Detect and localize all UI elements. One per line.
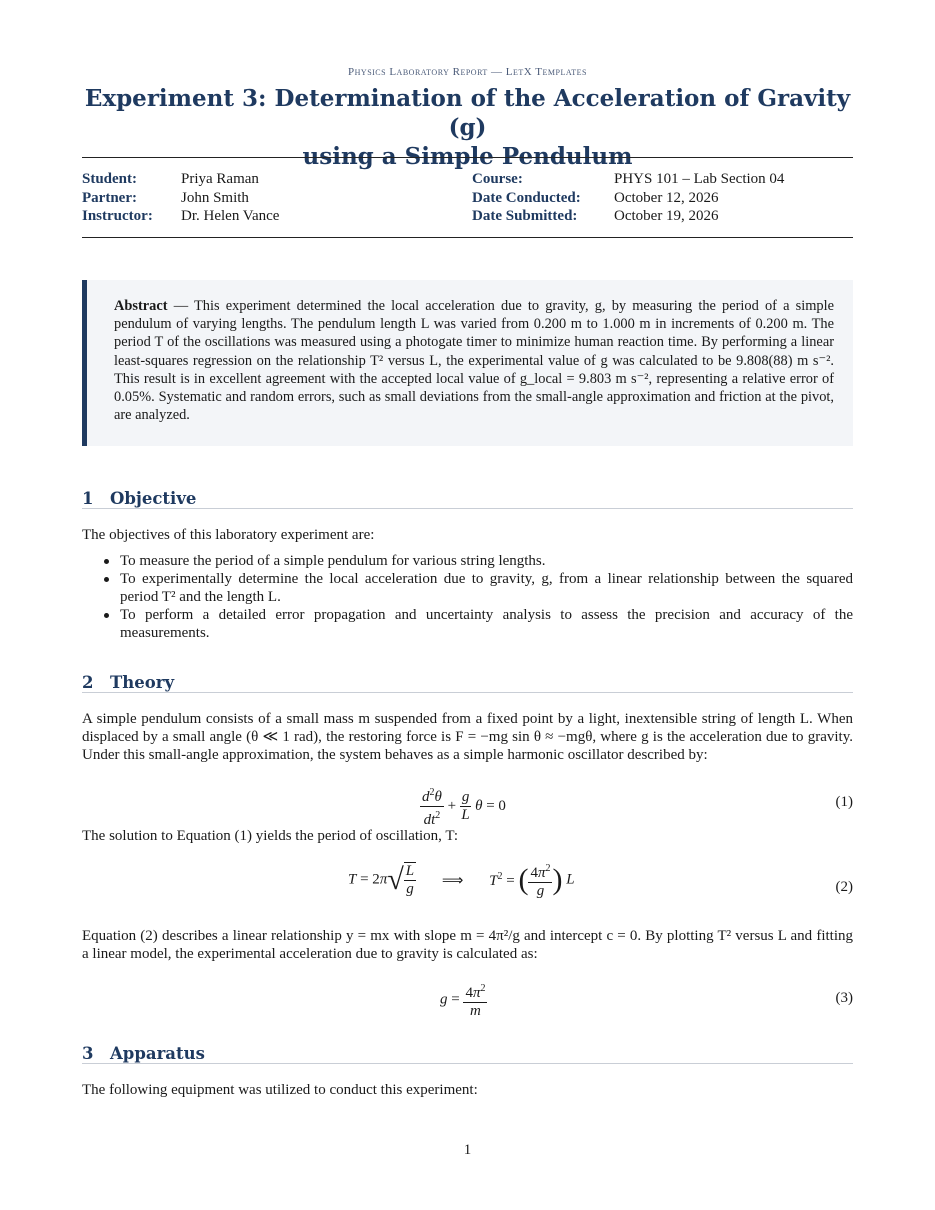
meta-label: Student:: [82, 171, 138, 187]
section-rule: [82, 508, 853, 509]
objective-intro: The objectives of this laboratory experiment are:: [82, 527, 375, 543]
meta-right-labels: [472, 170, 581, 226]
meta-label: Instructor:: [82, 208, 153, 224]
course-value: PHYS 101 – Lab Section 04: [614, 171, 785, 187]
date-submitted-value: October 19, 2026: [614, 208, 719, 224]
title-line-1: Experiment 3: Determination of the Acceleration of Gravity (g): [84, 85, 851, 141]
bullet-icon: [104, 559, 109, 564]
equation-1-body: $\frac{d^2\theta}{dt^2}$ + $\frac{g}{L}$ θ = 0: [420, 784, 506, 829]
page-number: 1: [463, 1142, 472, 1158]
student-name: Priya Raman: [181, 171, 259, 187]
apparatus-intro: The following equipment was utilized to conduct this experiment:: [82, 1082, 478, 1098]
meta-label: Date Conducted:: [472, 189, 581, 206]
meta-left-values: [181, 170, 279, 226]
running-header: Physics Laboratory Report — LetX Templates: [348, 66, 587, 78]
bullet-icon: [104, 577, 109, 582]
abstract-body: This experiment determined the local acceleration due to gravity, g, by measuring the period of a simple pendulum of varying lengths. The pendulum length L was varied from 0.200 m to 1.000 m in increments of 0.200 m. The period T of the oscillations was measured using a photogate timer to minimize human reaction time. By performing a linear least-squares regression on the relationship T² versus L, the experimental value of g was calculated to be 9.808(88) m s⁻². This result is in excellent agreement with the accepted local value of g_local = 9.803 m s⁻², representing a relative error of 0.05%. Systematic and random errors, such as small deviations from the small-angle approximation and friction at the pivot, are analyzed.: [114, 298, 834, 424]
section-rule: [82, 1063, 853, 1064]
section-heading-theory: 2 Theory: [82, 673, 175, 692]
meta-label: Course:: [472, 171, 523, 187]
equation-2-body: T = 2π√ $\frac{L}{g}$ ⟹ $T^2$ = ( $\frac{4\pi^2}{g}$ ) L: [348, 860, 575, 900]
abstract-label: Abstract: [114, 298, 168, 314]
instructor-name: Dr. Helen Vance: [181, 208, 280, 224]
section-rule: [82, 692, 853, 693]
section-heading-apparatus: 3 Apparatus: [82, 1044, 205, 1063]
equation-number: (2): [835, 879, 853, 895]
theory-paragraph-3: Equation (2) describes a linear relationship y = mx with slope m = 4π²/g and intercept c = 0. By plotting T² versus L and fitting a linear model, the experimental acceleration due to gravity is calculated as:: [82, 928, 853, 963]
equation-3-body: g = $\frac{4\pi^2}{m}$: [440, 980, 487, 1020]
partner-name: John Smith: [181, 189, 249, 206]
abstract-box: [82, 280, 853, 446]
top-rule: [82, 157, 853, 158]
equation-number: (3): [835, 990, 853, 1006]
date-conducted-value: October 12, 2026: [614, 189, 719, 206]
meta-left-labels: [82, 170, 153, 226]
meta-right-values: [614, 170, 784, 226]
title-line-2: using a Simple Pendulum: [302, 143, 633, 170]
meta-label: Partner:: [82, 189, 137, 206]
meta-bottom-rule: [82, 237, 853, 238]
theory-paragraph-2: The solution to Equation (1) yields the period of oscillation, T:: [82, 828, 458, 844]
section-heading-objective: 1 Objective: [82, 489, 197, 508]
theory-paragraph-1: A simple pendulum consists of a small mass m suspended from a fixed point by a light, inextensible string of length L. When displaced by a small angle (θ ≪ 1 rad), the restoring force is F = −mg sin θ ≈ −mgθ, where g is the acceleration due to gravity. Under this small-angle approximation, the system behaves as a simple harmonic oscillator described by:: [82, 711, 853, 764]
equation-number: (1): [835, 794, 853, 810]
meta-label: Date Submitted:: [472, 208, 578, 224]
bullet-icon: [104, 613, 109, 618]
abstract-text: Abstract — This experiment determined the local acceleration due to gravity, g, by measuring the period of a simple pendulum of varying lengths. The pendulum length L was varied from 0.200 m to 1.000 m in increments of 0.200 m. The period T of the oscillations was measured using a photogate timer to minimize human reaction time. By performing a linear least-squares regression on the relationship T² versus L, the experimental value of g was calculated to be 9.808(88) m s⁻². This result is in excellent agreement with the accepted local value of g_local = 9.803 m s⁻², representing a relative error of 0.05%. Systematic and random errors, such as small deviations from the small-angle approximation and friction at the pivot, are analyzed.: [114, 298, 834, 424]
